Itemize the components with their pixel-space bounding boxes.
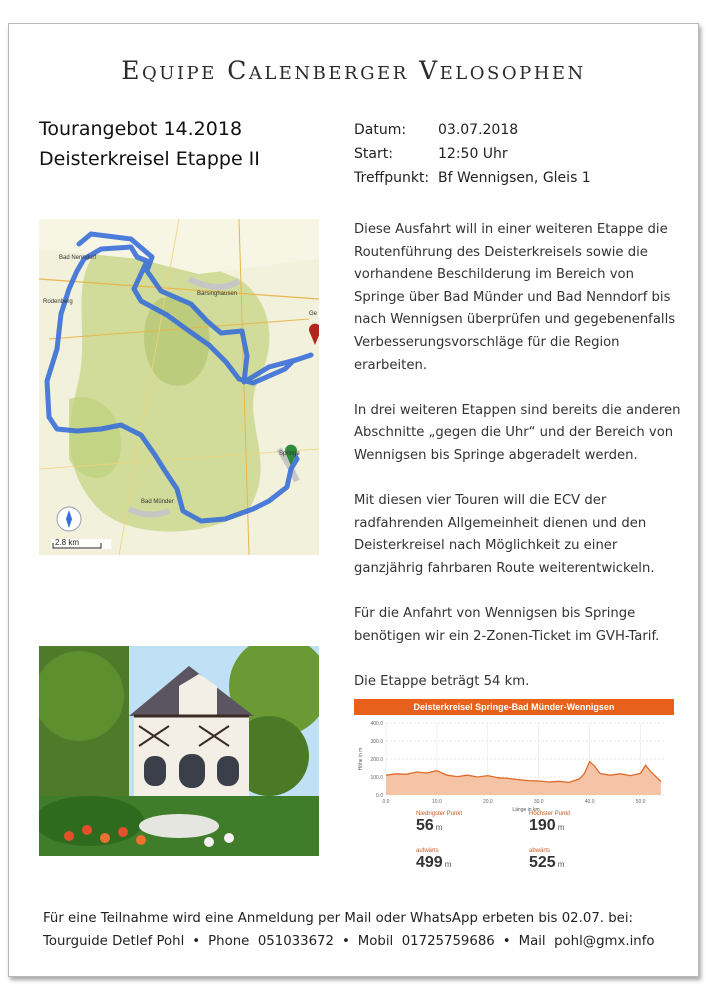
- y-tick-label: 0.0: [376, 793, 383, 799]
- description-paragraph: Für die Anfahrt von Wennigsen bis Springe benötigen wir ein 2-Zonen-Ticket im GVH-Tarif.: [354, 606, 660, 644]
- map-scale: 2.8 km: [55, 538, 80, 547]
- ascent-unit: m: [444, 860, 452, 869]
- max-point-unit: m: [557, 823, 565, 832]
- profile-title: Deisterkreisel Springe-Bad Münder-Wennigsen: [354, 699, 674, 715]
- description-paragraph: Die Etappe beträgt 54 km.: [354, 673, 530, 689]
- max-point-value: 190: [529, 817, 556, 834]
- mobile-label: Mobil: [357, 934, 394, 949]
- ascent-value: 499: [416, 854, 443, 871]
- y-tick-label: 300.0: [370, 739, 383, 745]
- map-place-rodenberg: Rodenberg: [43, 299, 73, 305]
- footer: [43, 907, 655, 953]
- phone-label: Phone: [208, 934, 250, 949]
- x-tick-label: 40.0: [584, 799, 595, 805]
- registration-note: Für eine Teilnahme wird eine Anmeldung per Mail oder WhatsApp erbeten bis 02.07. bei:: [43, 911, 634, 926]
- elevation-area: [386, 762, 661, 795]
- flyer-page: [8, 23, 699, 977]
- tour-number: Tourangebot 14.2018: [39, 118, 243, 140]
- mail-label: Mail: [518, 934, 546, 949]
- start-value: 12:50 Uhr: [438, 146, 508, 162]
- bullet: •: [341, 934, 350, 949]
- descent-value: 525: [529, 854, 556, 871]
- map-place-bad-nenndorf: Bad Nenndorf: [59, 255, 97, 261]
- x-tick-label: 10.0: [432, 799, 442, 805]
- route-map-graphic: [39, 219, 319, 555]
- date-value: 03.07.2018: [438, 122, 519, 138]
- x-axis-label: Länge in km: [512, 807, 540, 813]
- min-point-value: 56: [416, 817, 434, 834]
- bullet: •: [502, 934, 511, 949]
- ascent-label: aufwärts: [416, 848, 439, 854]
- date-label: Datum:: [354, 122, 407, 138]
- mobile-number[interactable]: 01725759686: [401, 934, 495, 949]
- description-paragraph: Diese Ausfahrt will in einer weiteren Etappe die Routenführung des Deisterkreisels sowie die vorhandene Beschilderung im Bereich von Springe über Bad Münder und Bad Nenndorf bis nach Wennigsen überprüfen und gegebenenfalls Verbesserungsvorschläge für die Region erarbeiten.: [354, 222, 676, 373]
- x-tick-label: 50.0: [635, 799, 646, 805]
- x-tick-label: 0.0: [382, 799, 390, 805]
- start-label: Start:: [354, 146, 393, 162]
- descent-unit: m: [557, 860, 565, 869]
- map-place-barsinghausen: Barsinghausen: [197, 291, 238, 297]
- y-tick-label: 200.0: [370, 757, 383, 763]
- house-photo-graphic: [39, 646, 319, 856]
- max-point-label: Höchster Punkt: [529, 811, 571, 817]
- mail-address[interactable]: pohl@gmx.info: [554, 934, 655, 949]
- bullet: •: [192, 934, 201, 949]
- tour-description: [354, 219, 684, 716]
- max-point-stat: [529, 811, 570, 835]
- contact-line: [43, 930, 655, 953]
- descent-label: abwärts: [529, 848, 551, 854]
- x-tick-label: 30.0: [533, 799, 544, 805]
- meeting-value: Bf Wennigsen, Gleis 1: [438, 170, 591, 186]
- map-place-ge: Ge: [309, 311, 318, 317]
- description-paragraph: Mit diesen vier Touren will die ECV der radfahrenden Allgemeinheit dienen und den Deisterkreisel nach Möglichkeit zu einer ganzjährig fahrbaren Route weiterentwickeln.: [354, 493, 655, 576]
- tour-guide: Tourguide Detlef Pohl: [43, 934, 185, 949]
- y-tick-label: 100.0: [370, 775, 383, 781]
- ascent-stat: [416, 847, 451, 872]
- route-map: [39, 219, 319, 555]
- min-point-stat: [416, 811, 462, 835]
- min-point-label: Niedrigster Punkt: [416, 811, 463, 817]
- house-photo: [39, 646, 319, 856]
- y-axis-label: Höhe in m: [358, 747, 364, 771]
- descent-stat: [529, 847, 564, 872]
- map-place-bad-muender: Bad Münder: [141, 499, 174, 505]
- tour-title: [39, 114, 260, 174]
- x-tick-label: 20.0: [482, 799, 493, 805]
- y-tick-label: 400.0: [370, 721, 383, 727]
- tour-name: Deisterkreisel Etappe II: [39, 148, 260, 170]
- description-paragraph: In drei weiteren Etappen sind bereits die anderen Abschnitte „gegen die Uhr“ und der Bereich von Wennigsen bis Springe abgeradelt werden.: [354, 402, 681, 463]
- min-point-unit: m: [435, 823, 443, 832]
- tour-details: [354, 118, 591, 190]
- meeting-label: Treffpunkt:: [354, 170, 430, 186]
- profile-chart: [354, 717, 674, 827]
- club-name: Equipe Calenberger Velosophen: [121, 56, 586, 85]
- phone-number[interactable]: 051033672: [257, 934, 334, 949]
- elevation-profile: [354, 699, 674, 869]
- map-place-springe: Springe: [279, 451, 300, 457]
